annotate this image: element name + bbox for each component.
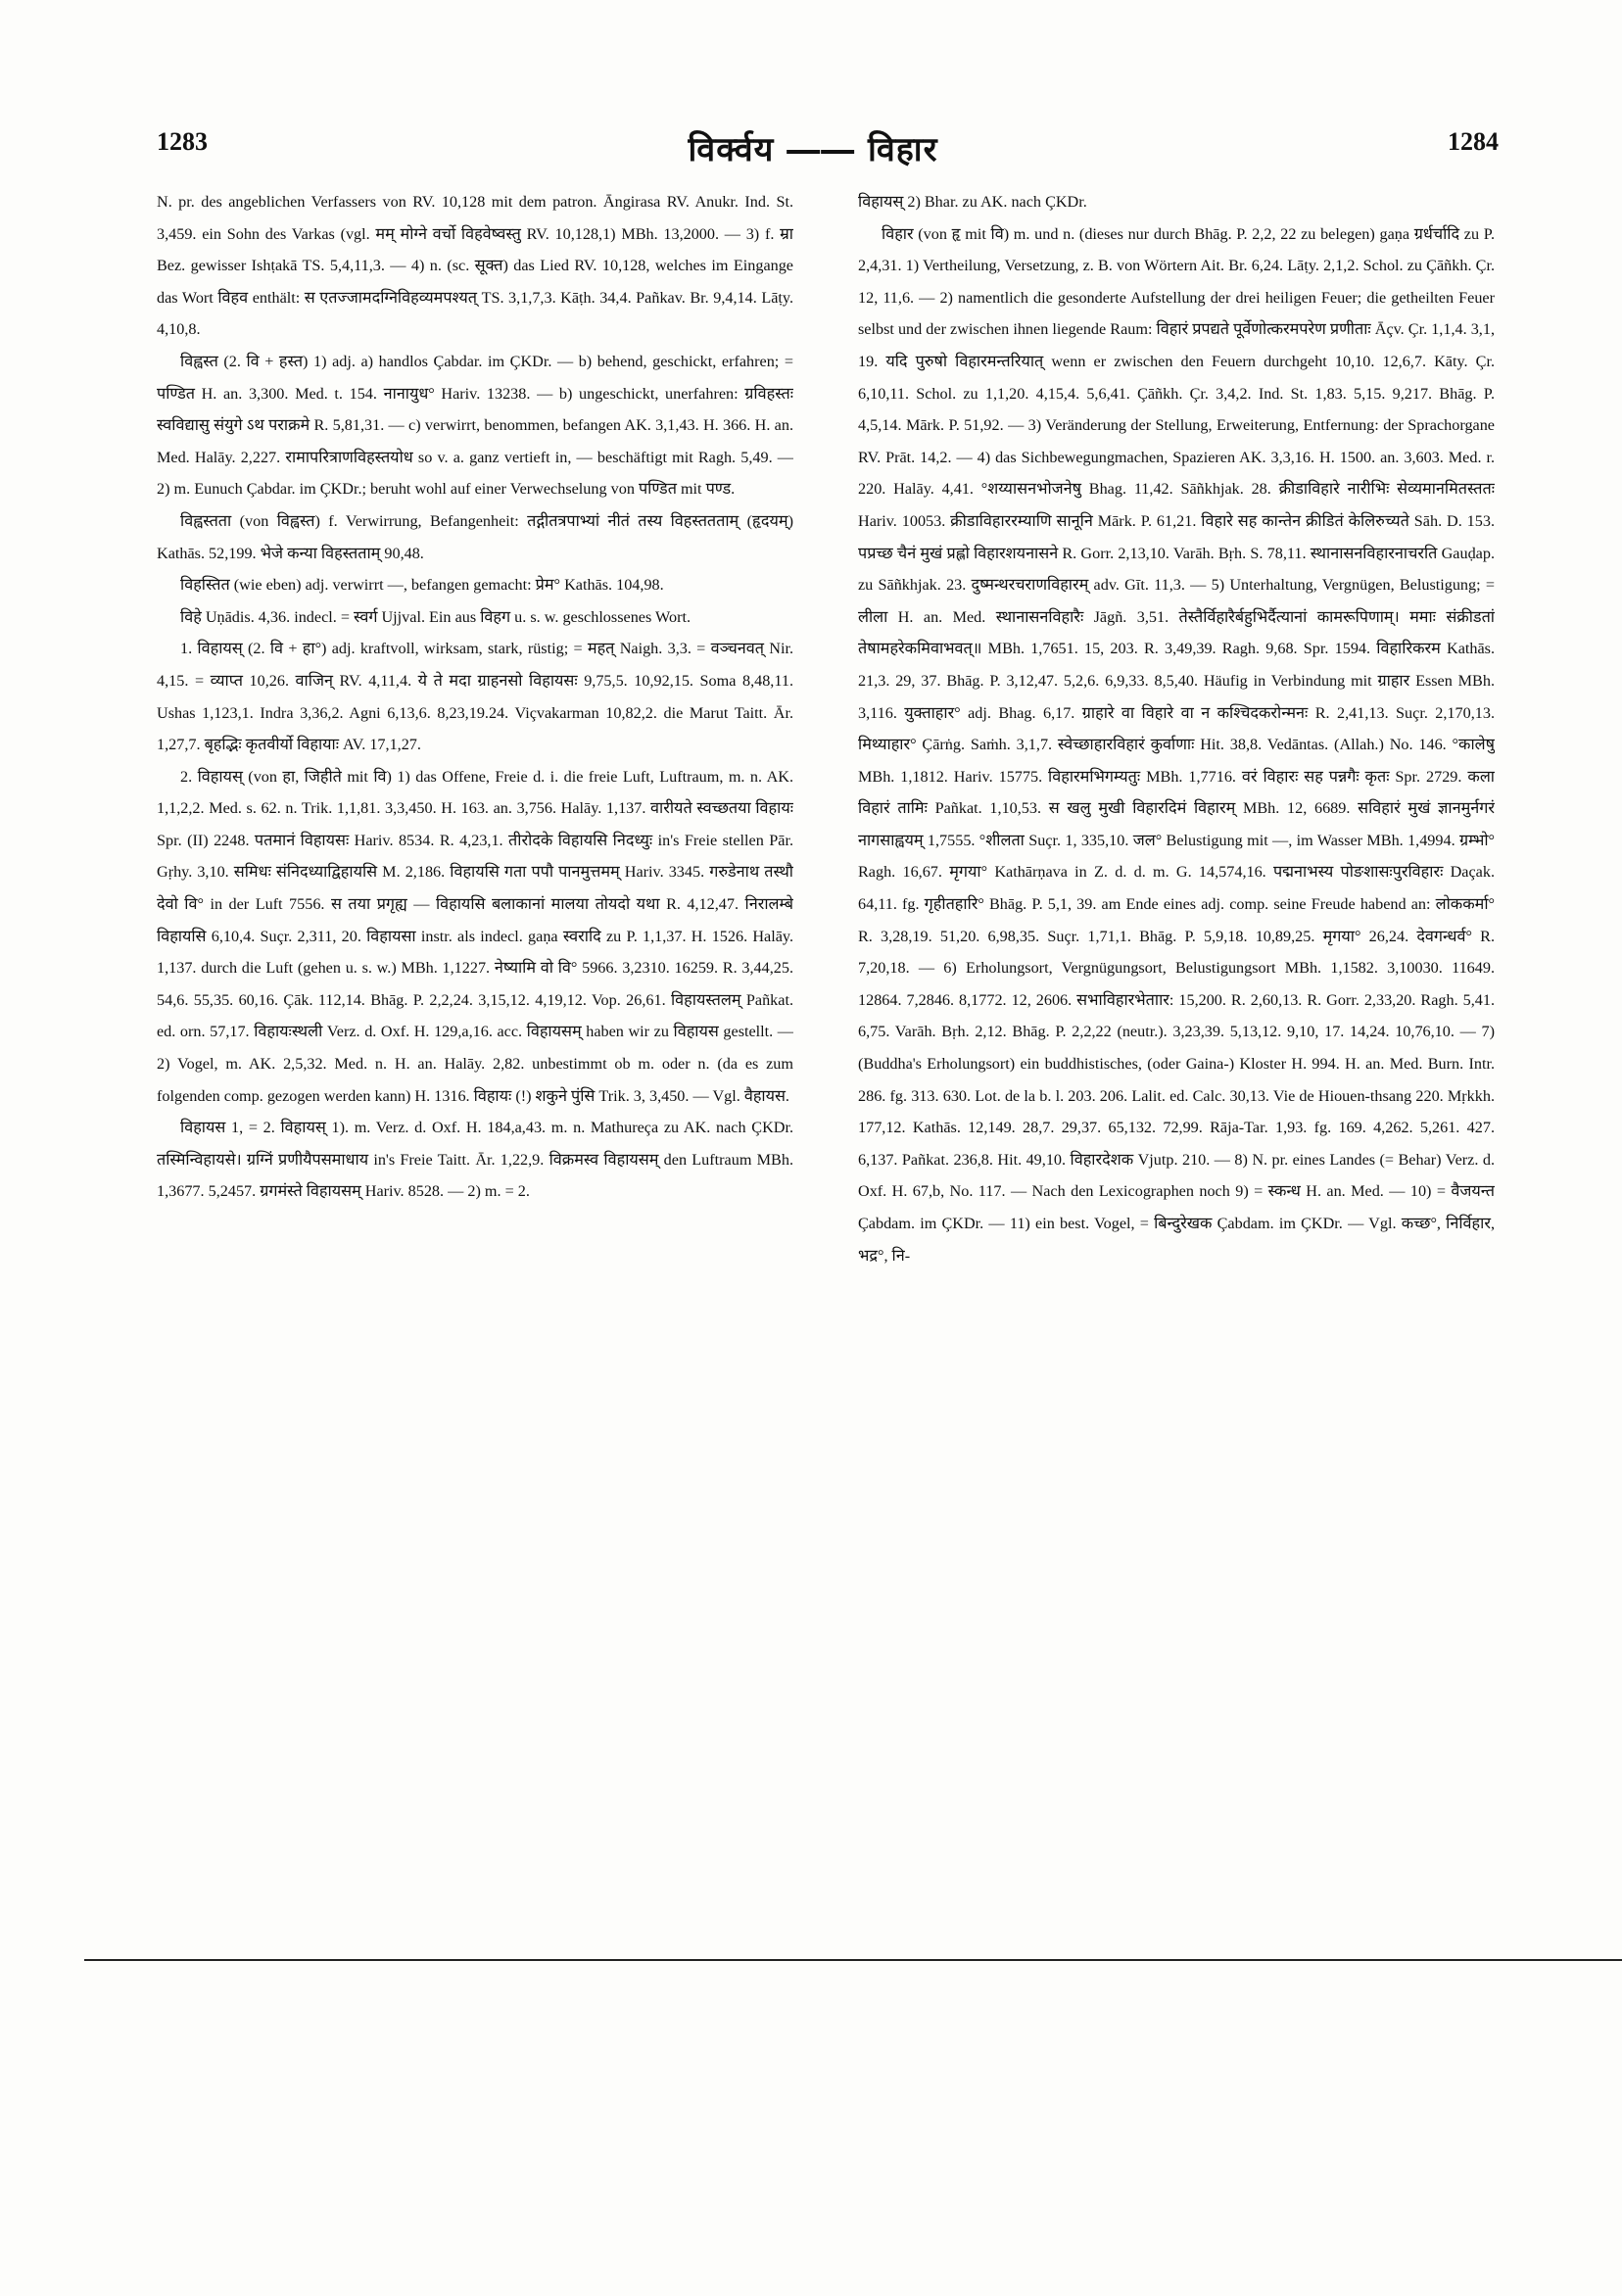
entry-vihasta: विह्वस्त (2. वि + हस्त) 1) adj. a) handlos Çabdar. im ÇKDr. — b) behend, geschickt, erfahren; = पण्डित H. an. 3,300. Med. t. 154. नानायुध° Hariv. 13238. — b) ungeschickt, unerfahren: ग्रविहस्तः स्वविद्यासु संयुगे ऽथ पराक्रमे R. 5,81,31. — c) verwirrt, benommen, befangen AK. 3,1,43. H. 366. H. an. Med. Halāy. 2,227. रामापरित्राणविहस्तयोध so v. a. ganz vertieft in, — beschäftigt mit Ragh. 5,49. — 2) m. Eunuch Çabdar. im ÇKDr.; beruht wohl auf einer Verwechselung von पण्डित mit पण्ड. [157, 352, 793, 499]
entry-vihayas-1: 1. विहायस् (2. वि + हा°) adj. kraftvoll, wirksam, stark, rüstig; = महत् Naigh. 3,3. = वञ्चनवत् Nir. 4,15. = व्याप्त 10,26. वाजिन् RV. 4,11,4. ये ते मदा ग्राहनसो विहायसः 9,75,5. 10,92,15. Soma 8,48,11. Ushas 1,123,1. Indra 3,36,2. Agni 6,13,6. 8,23,19.24. Viçvakarman 10,82,2. die Marut Taitt. Ār. 1,27,7. बृहद्भिः कृतवीर्यो विहायाः AV. 17,1,27. [157, 640, 793, 754]
page-number-right: 1284 [1448, 127, 1499, 156]
entry-continuation: N. pr. des angeblichen Verfassers von RV. 10,128 mit dem patron. Āngirasa RV. Anukr. Ind. St. 3,459. ein Sohn des Varkas (vgl. मम् मोग्ने वर्चो विहवेष्वस्तु RV. 10,128,1) MBh. 13,2000. — 3) f. म्रा Bez. gewisser Ishṭakā TS. 5,4,11,3. — 4) n. (sc. सूक्त) das Lied RV. 10,128, welches im Eingange das Wort विहव enthält: स एतज्जामदग्निविहव्यमपश्यत् TS. 3,1,7,3. Kāṭh. 34,4. Pañkav. Br. 9,4,14. Lāṭy. 4,10,8. [157, 193, 793, 339]
footer-rule [84, 1959, 1622, 1961]
left-column [157, 186, 793, 1910]
page-number-left: 1283 [157, 127, 208, 156]
entry-vihayas-2: 2. विहायस् (von हा, जिहीते mit वि) 1) das Offene, Freie d. i. die freie Luft, Luftraum, m. n. AK. 1,1,2,2. Med. s. 62. n. Trik. 1,1,81. 3,3,450. H. 163. an. 3,756. Halāy. 1,137. वारीयते स्वच्छतया विहायः Spr. (II) 2248. पतमानं विहायसः Hariv. 8534. R. 4,23,1. तीरोदके विहायसि निदध्युः in's Freie stellen Pār. Gṛhy. 3,10. समिधः संनिदध्याद्विहायसि M. 2,186. विहायसि गता पपौ पानमुत्तमम् Hariv. 3345. गरुडेनाथ तस्थौ देवो वि° in der Luft 7556. स तया प्रगृह्य — विहायसि बलाकानां मालया तोयदो यथा R. 4,12,47. निरालम्बे विहायसि 6,10,4. Suçr. 2,311, 20. विहायसा instr. als indecl. gaṇa स्वरादि zu P. 1,1,37. H. 1526. Halāy. 1,137. durch die Luft (gehen u. s. w.) MBh. 1,1227. नेष्यामि वो वि° 5966. 3,2310. 16259. R. 3,44,25. 54,6. 55,35. 60,16. Çāk. 112,14. Bhāg. P. 2,2,24. 3,15,12. 4,19,12. Vop. 26,61. विहायस्तलम् Pañkat. ed. orn. 57,17. विहायःस्थली Verz. d. Oxf. H. 129,a,16. acc. विहायसम् haben wir zu विहायस gestellt. — 2) Vogel, m. AK. 2,5,32. Med. n. H. an. Halāy. 2,82. unbestimmt ob m. oder n. (da es zum folgenden comp. gezogen werden kann) H. 1316. विहायः (!) शकुने पुंसि Trik. 3, 3,450. — Vgl. वैहायस. [157, 767, 793, 1105]
entry-vihara: विहार (von हृ mit वि) m. und n. (dieses nur durch Bhāg. P. 2,2, 22 zu belegen) gaṇa ग्रर्धर्चादि zu P. 2,4,31. 1) Vertheilung, Versetzung, z. B. von Wörtern Ait. Br. 6,24. Lāṭy. 2,1,2. Schol. zu Çāñkh. Çr. 12, 11,6. — 2) namentlich die gesonderte Aufstellung der drei heiligen Feuer; die getheilten Feuer selbst und der zwischen ihnen liegende Raum: विहारं प्रपद्यते पूर्वेणोत्करमपरेण प्रणीताः Āçv. Çr. 1,1,4. 3,1, 19. यदि पुरुषो विहारमन्तरियात् wenn er zwischen den Feuern durchgeht 10,10. 12,6,7. Kāty. Çr. 6,10,11. Schol. zu 1,1,20. 4,15,4. 5,6,41. Çāñkh. Çr. 3,4,2. Ind. St. 1,83. 5,15. 9,217. Bhāg. P. 4,5,14. Mārk. P. 51,92. — 3) Veränderung der Stellung, Erweiterung, Entfernung: der Sprachorgane RV. Prāt. 14,2. — 4) das Sichbewegungmachen, Spazieren AK. 3,3,16. H. 1500. an. 3,603. Med. r. 220. Halāy. 4,41. °शय्यासनभोजनेषु Bhag. 11,42. Sāñkhjak. 28. क्रीडाविहारे नारीभिः सेव्यमानमितस्ततः Hariv. 10053. क्रीडाविहाररम्याणि सानूनि Mārk. P. 61,21. विहारे सह कान्तेन क्रीडितं केलिरुच्यते Sāh. D. 153. पप्रच्छ चैनं मुखं प्रह्लो विहारशयनासने R. Gorr. 2,13,10. Varāh. Bṛh. S. 78,11. स्थानासनविहारनाचरति Gauḍap. zu Sāñkhjak. 23. दुष्मन्थरचराणविहारम् adv. Gīt. 11,3. — 5) Unterhaltung, Vergnügen, Belustigung; = लीला H. an. Med. स्थानासनविहारैः Jāgñ. 3,51. तेस्तैर्विहारैर्बहुभिर्दैत्यानां कामरूपिणाम्। ममाः संक्रीडतां तेषामहरेकमिवाभवत्॥ MBh. 1,7651. 15, 203. R. 3,49,39. Ragh. 9,68. Spr. 1594. विहारिकरम Kathās. 21,3. 29, 37. Bhāg. P. 3,12,47. 5,2,6. 6,9,33. 8,5,40. Häufig in Verbindung mit ग्राहार Essen MBh. 3,116. युक्ताहार° adj. Bhag. 6,17. ग्राहारे वा विहारे वा न कश्चिदकरोन्मनः R. 2,41,13. Suçr. 2,170,13. मिथ्याहार° Çārṅg. Saṁh. 3,1,7. स्वेच्छाहारविहारं कुर्वाणाः Hit. 38,8. Vedāntas. (Allah.) No. 146. °कालेषु MBh. 1,1812. Hariv. 15775. विहारमभिगम्यतुः MBh. 1,7716. वरं विहारः सह पन्नगैः कृतः Spr. 2729. कला विहारं तामिः Pañkat. 1,10,53. स खलु मुखी विहारदिमं विहारम् MBh. 12, 6689. सविहारं मुखं ज्ञानमुर्नगरं नागसाह्वयम् 1,7555. °शीलता Suçr. 1, 335,10. जल° Belustigung mit —, im Wasser MBh. 1,4994. ग्रम्भो° Ragh. 16,67. मृगया° Kathārṇava in Z. d. d. m. G. 14,574,16. पद्मनाभस्य पोङशासःपुरविहारः Daçak. 64,11. fg. गृहीतहारि° Bhāg. P. 5,1, 39. am Ende eines adj. comp. seine Freude habend an: लोककर्मा° R. 3,28,19. 51,20. 6,98,35. Suçr. 1,71,1. Bhāg. P. 5,9,18. 10,89,25. मृगया° 26,24. देवगन्धर्व° R. 7,20,18. — 6) Erholungsort, Vergnügungsort, Belustigungsort MBh. 1,1582. 3,10030. 11649. 12864. 7,2846. 8,1772. 12, 2606. सभाविहारभेताार: 15,200. R. 2,60,13. R. Gorr. 2,33,20. Ragh. 5,41. 6,75. Varāh. Bṛh. 2,12. Bhāg. P. 2,2,22 (neutr.). 3,23,39. 5,13,12. 9,10, 17. 14,24. 10,76,10. — 7) (Buddha's Erholungsort) ein buddhistisches, (oder Gaina-) Kloster H. 994. H. an. Med. Burn. Intr. 286. fg. 313. 630. Lot. de la b. l. 203. 206. Lalit. ed. Calc. 30,13. Vie de Hiouen-thsang 220. Mṛkkh. 177,12. Kathās. 12,149. 28,7. 29,37. 65,132. 72,99. Rāja-Tar. 1,93. fg. 169. 4,262. 5,261. 427. 6,137. Pañkat. 236,8. Hit. 49,10. विहारदेशक Vjutp. 210. — 8) N. pr. eines Landes (= Behar) Verz. d. Oxf. H. 67,b, No. 117. — Nach den Lexicographen noch 9) = स्कन्ध H. an. Med. — 10) = वैजयन्त Çabdam. im ÇKDr. — 11) ein best. Vogel, = बिन्दुरेखक Çabdam. im ÇKDr. — Vgl. कच्छ°, निर्विहार, भद्र°, नि- [858, 224, 1495, 1265]
entry-vihe: विहे Uṇādis. 4,36. indecl. = स्वर्ग Ujjval. Ein aus विहग u. s. w. geschlossenes Wort. [180, 607, 692, 626]
running-head-title: विर्क्वय ―― विहार [688, 130, 938, 169]
entry-vihastata: विह्वस्तता (von विह्वस्त) f. Verwirrung, Befangenheit: तद्गीतत्रपाभ्यां नीतं तस्य विहस्ततताम् (हृदयम्) Kathās. 52,199. भेजे कन्या विहस्तताम् 90,48. [157, 511, 793, 562]
entry-vihastita: विहस्तित (wie eben) adj. verwirrt —, befangen gemacht: प्रेम° Kathās. 104,98. [180, 576, 664, 595]
entry-continuation-right: विहायस् 2) Bhar. zu AK. nach ÇKDr. [858, 193, 1087, 211]
right-column [858, 186, 1495, 1910]
entry-vihayasa: विहायस 1, = 2. विहायस् 1). m. Verz. d. Oxf. H. 184,a,43. m. n. Mathureça zu AK. nach ÇKDr. तस्मिन्विहायसे। ग्रग्निं प्रणीयैपसमाधाय in's Freie Taitt. Ār. 1,22,9. विक्रमस्व विहायसम् den Luftraum MBh. 1,3677. 5,2457. ग्रगमंस्ते विहायसम् Hariv. 8528. — 2) m. = 2. [157, 1119, 793, 1201]
